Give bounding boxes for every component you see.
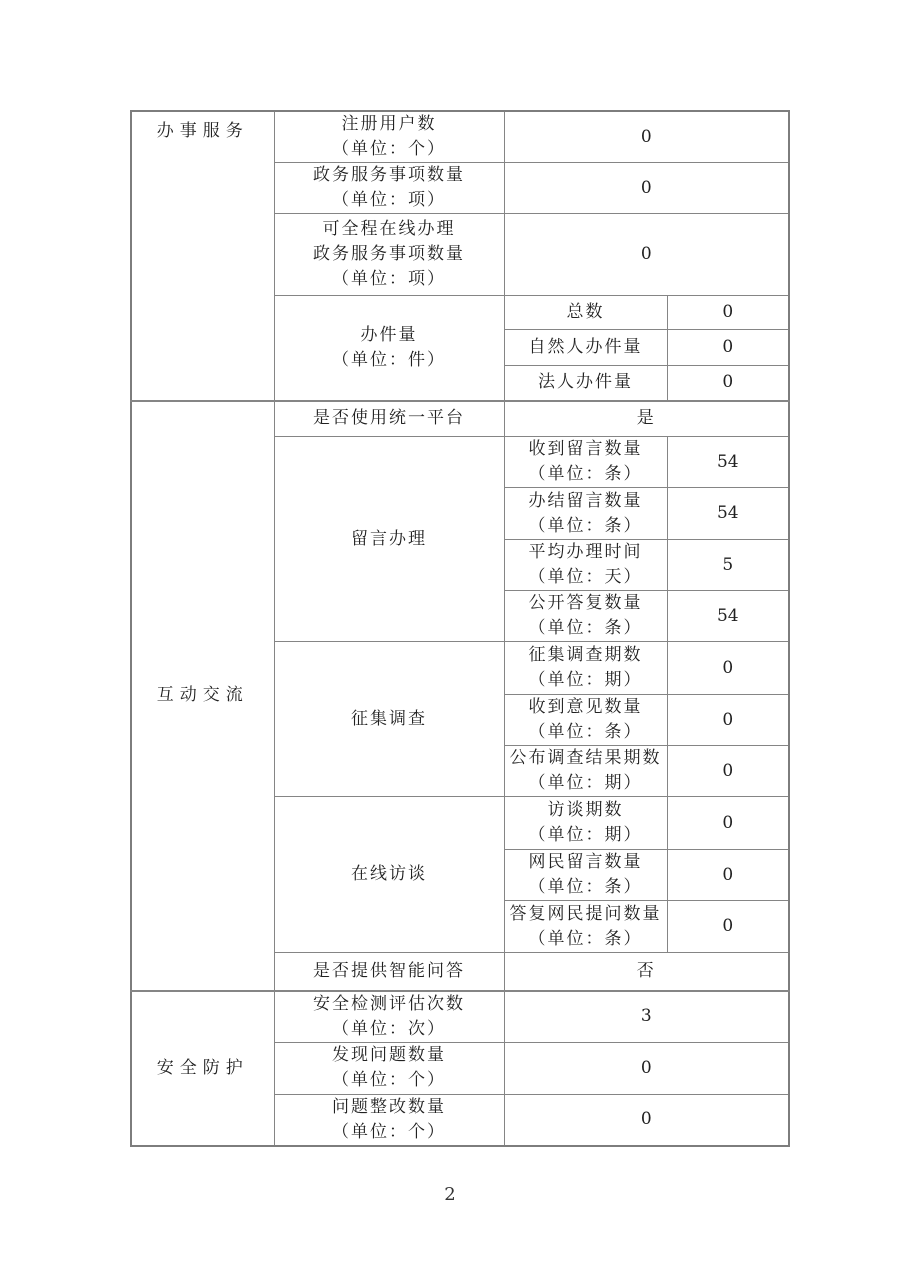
submetric-label	[504, 797, 667, 850]
metric-group-label	[274, 296, 504, 401]
submetric-label: 法人办件量	[504, 366, 667, 401]
metric-name: 安全检测评估次数	[313, 993, 465, 1014]
submetric-label	[504, 540, 667, 591]
submetric-value: 0	[667, 850, 789, 901]
metric-unit: （单位：件）	[332, 349, 446, 370]
metric-label	[274, 991, 504, 1043]
submetric-label	[504, 850, 667, 901]
submetric-value: 54	[667, 437, 789, 488]
metric-name: 注册用户数	[341, 114, 437, 134]
submetric-name: 公开答复数量	[528, 593, 643, 613]
metric-unit: （单位：次）	[332, 1018, 446, 1039]
metric-group-label: 留言办理	[274, 437, 504, 642]
submetric-name: 收到意见数量	[528, 697, 643, 717]
metric-unit: （单位：项）	[332, 190, 446, 210]
metric-value: 0	[504, 1094, 789, 1146]
submetric-unit: （单位：天）	[528, 567, 643, 587]
submetric-name: 网民留言数量	[528, 852, 643, 872]
submetric-value: 54	[667, 488, 789, 540]
submetric-unit: （单位：条）	[528, 928, 643, 949]
metric-value: 0	[504, 163, 789, 214]
metric-value: 0	[504, 1042, 789, 1094]
submetric-label	[504, 901, 667, 953]
submetric-value: 0	[667, 366, 789, 401]
metric-label	[274, 1042, 504, 1094]
metric-label	[274, 111, 504, 163]
submetric-unit: （单位：条）	[528, 877, 643, 897]
metric-value: 0	[504, 214, 789, 296]
metric-label: 是否使用统一平台	[274, 401, 504, 437]
section-label: 互动交流	[131, 401, 274, 991]
submetric-label	[504, 746, 667, 797]
metric-name: 发现问题数量	[332, 1045, 446, 1065]
submetric-label	[504, 695, 667, 746]
metric-label	[274, 163, 504, 214]
submetric-value: 54	[667, 591, 789, 642]
submetric-value: 0	[667, 642, 789, 695]
submetric-label	[504, 437, 667, 488]
metric-group-label: 在线访谈	[274, 797, 504, 953]
submetric-name: 收到留言数量	[528, 439, 643, 459]
submetric-unit: （单位：条）	[528, 618, 643, 638]
metric-label: 是否提供智能问答	[274, 953, 504, 991]
submetric-value: 0	[667, 901, 789, 953]
submetric-label	[504, 591, 667, 642]
metric-unit: （单位：个）	[332, 1070, 446, 1090]
metric-value: 0	[504, 111, 789, 163]
metric-name: 问题整改数量	[332, 1096, 446, 1117]
submetric-name: 答复网民提问数量	[509, 903, 662, 924]
submetric-unit: （单位：期）	[528, 670, 643, 690]
submetric-name: 公布调查结果期数	[509, 748, 662, 768]
submetric-label	[504, 642, 667, 695]
submetric-value: 0	[667, 695, 789, 746]
metric-name: 政务服务事项数量	[313, 165, 465, 185]
section-label: 安全防护	[131, 991, 274, 1147]
metric-unit: （单位：项）	[332, 269, 446, 289]
metric-label	[274, 1094, 504, 1146]
statistics-table	[130, 110, 790, 1147]
metric-group-label: 征集调查	[274, 642, 504, 797]
metric-unit: （单位：个）	[332, 1121, 446, 1142]
submetric-value: 0	[667, 746, 789, 797]
submetric-unit: （单位：条）	[528, 464, 643, 484]
metric-label	[274, 214, 504, 296]
submetric-label: 自然人办件量	[504, 330, 667, 366]
submetric-label: 总数	[504, 296, 667, 330]
page-number: 2	[444, 1184, 456, 1205]
submetric-value: 0	[667, 797, 789, 850]
submetric-unit: （单位：期）	[528, 825, 643, 845]
submetric-value: 0	[667, 330, 789, 366]
metric-value: 是	[504, 401, 789, 437]
section-label: 办事服务	[131, 111, 274, 401]
submetric-value: 0	[667, 296, 789, 330]
metric-value: 否	[504, 953, 789, 991]
metric-name-line: 可全程在线办理	[322, 219, 456, 239]
submetric-label	[504, 488, 667, 540]
submetric-unit: （单位：条）	[528, 515, 643, 536]
submetric-name: 访谈期数	[547, 800, 624, 820]
submetric-name: 平均办理时间	[528, 542, 643, 562]
submetric-value: 5	[667, 540, 789, 591]
metric-unit: （单位：个）	[332, 139, 446, 159]
metric-value: 3	[504, 991, 789, 1043]
metric-name: 办件量	[360, 324, 418, 345]
submetric-name: 征集调查期数	[528, 645, 643, 665]
submetric-unit: （单位：条）	[528, 722, 643, 742]
submetric-name: 办结留言数量	[528, 490, 643, 511]
submetric-unit: （单位：期）	[528, 773, 643, 793]
metric-name-line: 政务服务事项数量	[313, 244, 465, 264]
